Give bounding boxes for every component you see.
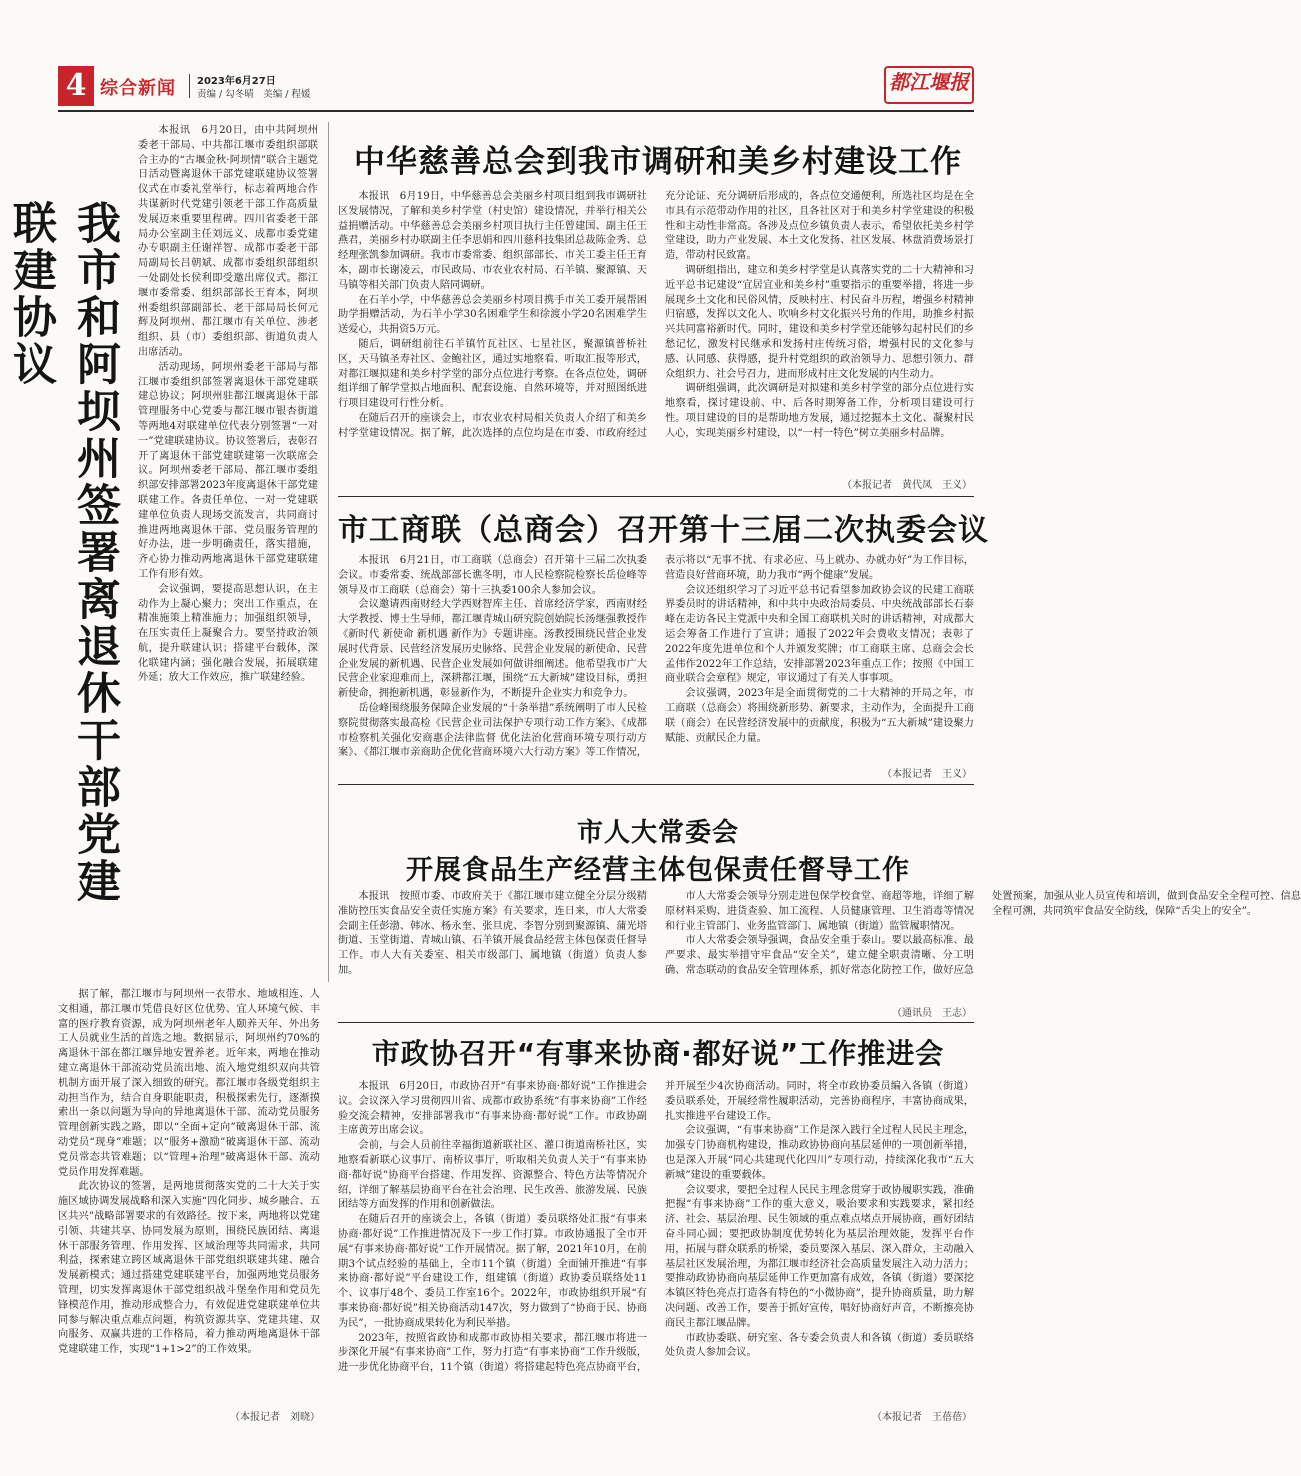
- article5-para2: 会前，与会人员前往幸福街道新联社区、灌口街道南桥社区，实地察看新联心议事厅、南桥议事厅，听取相关负责人关于“有事来协商·都好说”协商平台搭建、作用发挥、资源整合、特色方法等情况介绍，详细了解基层协商平台在社会治理、民生改善、旅游发展、民族团结等方面发挥的作用和创新做法。: [338, 1140, 647, 1211]
- page-number: 4: [65, 68, 87, 103]
- article5-para6: 会议要求，要把全过程人民民主理念贯穿于政协履职实践，准确把握“有事来协商”工作的重大意义，吸治要求和实践要求，紧扣经济、社会、基层治理、民生领域的重点难点堵点开展协商，画好团结奋斗同心圆；要把政协制度优势转化为基层治理效能，发挥平台作用，拓展与群众联系的桥梁，委员要深入基层、深入群众，主动融入基层社区发展治理，为都江堰市经济社会高质量发展注入动力活力；要推动政协协商向基层延伸工作更加富有成效，各镇（街道）要深挖本镇区特色亮点打造各有特色的“小微协商”，提升协商质量，助力解决问题、改善工作，要善于抓好宣传，唱好协商好声音，不断擦亮协商民主都江堰品牌。: [665, 1184, 974, 1329]
- article2-para1: 本报讯 6月19日，中华慈善总会美丽乡村项目组到我市调研社区发展情况，了解和美乡村学堂（村史馆）建设情况，并举行相关公益捐赠活动。中华慈善总会美丽乡村项目执行主任曾建国、副主任王燕君，美丽乡村办联副主任李思娟和四川慈科技集团总裁陈金秀、总经理张凯参加调研。我市市委常委、组织部部长、市关工委主任王育本，副市长谢凌云，市民政局、市农业农村局、石羊镇、聚源镇、天马镇等相关部门负责人陪同调研。: [338, 191, 647, 291]
- article1-body-top: [138, 124, 318, 986]
- article4-body: [338, 890, 1301, 1002]
- article4-para3: 市人大常委会领导强调，食品安全重于泰山。要以最高标准、最严要求、最实举措守牢食品“安全关”，建立健全职责清晰、分工明确、常态联动的食品安全管理体系，抓好常态化防控工作，做好应急处置预案，加强从业人员宣传和培训，做到食品安全全程可控、信息全程可溯，共同筑牢食品安全防线，保障“舌尖上的安全”。: [665, 891, 1301, 976]
- article2-rule: [338, 496, 974, 497]
- article4-headline-line2: 开展食品生产经营主体包保责任督导工作: [406, 855, 910, 886]
- editors: 责编 / 勾冬晴 美编 / 程媛: [197, 89, 311, 100]
- article1-para5: 此次协议的签署，是两地贯彻落实党的二十大关于实施区域协调发展战略和深入实施“四化同步、城乡融合、五区共兴”战略部署要求的有效路径。按下来，两地将以党建引领、共建共享、协同发展为原则，围绕民族团结、离退休干部服务管理、作用发挥、区域治理等共同需求，共同利益，探索建立跨区域离退休干部党组织联建共建、融合发展新模式；通过搭建党建联建平台，加强两地党员服务管理，切实发挥离退休干部党组织战斗堡垒作用和党员先锋模范作用，推动形成整合力，有效促进党建联建单位共同参与解决重点难点问题，构筑资源共享、党建共建、双向服务、双赢共进的工作格局，着力推动两地离退休干部党建联建工作，实现“1+1>2”的工作效果。: [58, 1181, 320, 1356]
- header-rule: [58, 110, 974, 112]
- article5-byline: （本报记者 王蓓蓓）: [872, 1412, 972, 1423]
- article2-byline: （本报记者 黄代凤 王义）: [660, 476, 972, 491]
- article1-para3: 会议强调，要提高思想认识，在主动作为上凝心聚力；突出工作重点，在精准施策上精准施力；加强组织领导，在压实责任上凝聚合力。要坚持政治领航，提升联建认识；搭建平台载体，深化联建内涵；强化融合发展，拓展联建外延；放大工作效应，推广联建经验。: [138, 583, 318, 684]
- article3-para3: 岳俭峰围绕服务保障企业发展的“十条举措”系统阐明了市人民检察院贯彻落实最高检《民营企业司法保护专项行动工作方案》、《成都市检察机关强化安商惠企法律监督 优化法治化营商环境专项行动方案》、《都江堰市亲商助企优化营商环境六大行动方案》等工作情况，表示将以“无事不扰、有求必应、马上就办、办就办好”为工作目标，营造良好营商环境，助力我市“两个健康”发展。: [338, 555, 974, 759]
- article1-byline: （本报记者 刘晓）: [230, 1412, 320, 1423]
- article2-para2: 在石羊小学，中华慈善总会美丽乡村项目携手市关工委开展帮困助学捐赠活动，为石羊小学30名困难学生和徐渡小学20名困难学生送爱心，共捐资5万元。: [338, 294, 647, 336]
- header-separator: [189, 74, 190, 98]
- article5-para4: 2023年，按照省政协和成都市政协相关要求，都江堰市将进一步深化开展“有事来协商”工作，努力打造“有事来协商”工作升级版，进一步优化协商平台，11个镇（街道）将搭建起特色亮点协商平台，并开展至少4次协商活动。同时，将全市政协委员编入各镇（街道）委员联系处，开展经常性履职活动，完善协商程序，丰富协商成果，扎实推进平台建设工作。: [338, 1081, 974, 1374]
- article2-headline: 中华慈善总会到我市调研和美乡村建设工作: [354, 144, 962, 180]
- article3-byline: （本报记者 王义）: [882, 769, 972, 780]
- section-title: 综合新闻: [100, 78, 176, 99]
- article4-para1: 本报讯 按照市委、市政府关于《都江堰市建立健全分层分级精准防控压实食品安全责任实施方案》有关要求，连日来，市人大常委会副主任彭渤、韩冰、杨永奎、张旦虎、李智分别到聚源镇、蒲光塔街道、玉堂街道、青城山镇、石羊镇开展食品经营主体包保责任督导工作。市人大有关委室、相关市级部门、属地镇（街道）负责人参加。: [338, 891, 647, 976]
- article1-headline: 我市和阿坝州签署离退休干部党建联建协议: [5, 200, 120, 905]
- article5-para1: 本报讯 6月20日，市政协召开“有事来协商·都好说”工作推进会议。会议深入学习贯彻四川省、成都市政协系统“有事来协商”工作经验交流会精神，安排部署我市“有事来协商·都好说”工作。市政协副主席黄芳出席会议。: [338, 1081, 647, 1137]
- article5-para7: 市政协委联、研究室、各专委会负责人和各镇（街道）委员联络处负责人参加会议。: [665, 1332, 974, 1359]
- article5-body: [338, 1080, 974, 1410]
- article3-para2: 会议邀请西南财经大学西财智库主任、首席经济学家，西南财经大学教授、博士生导师，都江堰青城山研究院创始院长汤继强教授作《新时代 新使命 新机遇 新作为》专题讲座。汤教授围绕民营企业发展时代背景、民营经济发展历史脉络、民营企业发展的新使命、民营企业发展的新机遇、民营企业发展如何做讲细阐述。他希望我市广大民营企业家迎难而上，深耕都江堰，围绕“五大新城”建设目标，勇担新使命，拥抱新机遇，彰显新作为，不断提升企业实力和竞争力。: [338, 599, 647, 700]
- column-divider: [328, 122, 329, 982]
- article3-rule: [338, 784, 974, 785]
- article5-headline: 市政协召开“有事来协商·都好说”工作推进会: [371, 1037, 945, 1070]
- article1-body-bottom: [58, 988, 320, 1408]
- article4-rule: [338, 1022, 974, 1023]
- article5-para5: 会议强调，“有事来协商”工作是深入践行全过程人民民主理念，加强专门协商机构建设，推动政协协商向基层延伸的一项创新举措，也是深入开展“同心共建现代化四川”专项行动，持续深化我市“五大新城”建设的重要载体。: [665, 1125, 974, 1181]
- article2-para4: 在随后召开的座谈会上，市农业农村局相关负责人介绍了和美乡村学堂建设情况。据了解，此次选择的点位均是在市委、市政府经过充分论证、充分调研后形成的，各点位交通便利，所选社区均是在全市具有示范带动作用的社区，且各社区对于和美乡村学堂建设的积极性和主动性非常高。各涉及点位乡镇负责人表示，希望依托美乡村学堂建设，助力产业发展、本土文化发扬、社区发展、林盘消费场景打造，带动村民致富。: [338, 191, 974, 439]
- article2-body: [338, 190, 974, 492]
- article3-para5: 会议强调，2023年是全面贯彻党的二十大精神的开局之年，市工商联（总商会）将围绕新形势、新要求，主动作为，全面提升工商联（商会）在民营经济发展中的贡献度，积极为“五大新城”建设聚力赋能、贡献民企力量。: [665, 688, 974, 744]
- article4-byline: （通讯员 王志）: [892, 1008, 972, 1019]
- article4-para2: 市人大常委会领导分别走进包保学校食堂、商超等地，详细了解原材料采购、进货查验、加工流程、人员健康管理、卫生消毒等情况和行业主管部门、业务监管部门、属地镇（街道）监管履职情况。: [665, 891, 974, 932]
- article4-headline-line1: 市人大常委会: [576, 818, 739, 848]
- article2-para3: 随后，调研组前往石羊镇竹瓦社区、七星社区，聚源镇普桥社区，天马镇圣寿社区、金鲍社区，通过实地察看、听取汇报等形式，对都江堰拟建和美乡村学堂的部分点位进行考察。在各点位处，调研组详细了解学堂拟占地面积、配套设施、自然环境等，并对照图纸进行项目建设可行性分析。: [338, 338, 647, 410]
- article2-para5: 调研组指出，建立和美乡村学堂是认真落实党的二十大精神和习近平总书记建设“宜居宜业和美乡村”重要指示的重要举措，将进一步展现乡土文化和民俗风情，反映村庄、村民奋斗历程，增强乡村精神归宿感，发挥以文化人、吹响乡村文化振兴号角的作用，助推乡村振兴共同富裕新时代。同时，建设和美乡村学堂还能够勾起村民们的乡愁记忆，激发村民继承和发扬村庄传统习俗，增强村民的文化参与感、认同感、获得感，提升村党组织的政治领导力、思想引领力、群众组织力、社会号召力，进而形成村庄文化发展的内生动力。: [665, 264, 974, 380]
- article1-para4: 据了解，都江堰市与阿坝州一衣带水、地域相连、人文相通，都江堰市凭借良好区位优势、宜人环境气候、丰富的医疗教育资源，成为阿坝州老年人颐养天年、外出务工人员就业生活的首选之地。数据显示，阿坝州约70%的离退休干部在都江堰异地安置养老。近年来，两地在推动建立离退休干部流动党员流出地、流入地党组织双向共管机制方面开展了深入细致的研究。都江堰市各级党组织主动担当作为，结合自身职能职责，积极探索先行，逐渐摸索出一条以问题为导向的异地离退休干部、流动党员服务管理创新实践之路，即以“全面+定向”破离退休干部、流动党员“现身”难题；以“服务+激励”破离退休干部、流动党员常态共管难题；以“管理+治理”破离退休干部、流动党员作用发挥难题。: [58, 989, 320, 1178]
- article2-para6: 调研组强调，此次调研是对拟建和美乡村学堂的部分点位进行实地察看，探讨建设前、中、后各时期筹备工作，分析项目建设可行性。项目建设的目的是帮助地方发展，通过挖掘本土文化、凝聚村民人心，实现美丽乡村建设，以“一村一特色”树立美丽乡村品牌。: [665, 383, 974, 439]
- issue-date: 2023年6月27日: [197, 76, 276, 87]
- newspaper-logo-text: 都江堰报: [889, 70, 969, 94]
- article3-headline: 市工商联（总商会）召开第十三届二次执委会议: [338, 513, 989, 548]
- article1-para1: 本报讯 6月20日，由中共阿坝州委老干部局、中共都江堰市委组织部联合主办的“古堰金秋·阿坝情”联合主题党日活动暨离退休干部党建联建协议签署仪式在市委礼堂举行，标志着两地合作共谋新时代党建引领老干部工作高质量发展迈来重要里程碑。四川省委老干部局办公室副主任刘远义、成都市委党建办专职副主任谢祥智、成都市委老干部局副局长吕朝斌、成都市委组织部组织一处副处长侯利即受邀出席仪式。都江堰市委常委、组织部部长王育本，阿坝州委组织部副部长、老干部局局长何元辉及阿坝州、都江堰市有关单位、涉老组织、县（市）委组织部、街道负责人出席活动。: [138, 125, 318, 358]
- article3-para4: 会议还组织学习了习近平总书记看望参加政协会议的民建工商联界委员时的讲话精神，和中共中央政治局委员、中央统战部部长石泰峰在走访各民主党派中央和全国工商联机关时的讲话精神，对成都大运会筹备工作进行了宣讲；通报了2022年会费收支情况；表彰了2022年度先进单位和个人并颁发奖牌；市工商联主席、总商会会长孟伟作2022年工作总结，安排部署2023年重点工作；按照《中国工商业联合会章程》规定，审议通过了有关人事事项。: [665, 584, 974, 685]
- article3-para1: 本报讯 6月21日，市工商联（总商会）召开第十三届二次执委会议。市委常委、统战部部长谯冬明，市人民检察院检察长岳俭峰等领导及市工商联（总商会）第十三执委100余人参加会议。: [338, 555, 647, 596]
- article5-para3: 在随后召开的座谈会上，各镇（街道）委员联络处汇报“有事来协商·都好说”工作推进情况及下一步工作打算。市政协通报了全市开展“有事来协商·都好说”工作开展情况。据了解，2021年10月，在前期3个试点经验的基础上，全市11个镇（街道）全面铺开推进“有事来协商·都好说”平台建设工作，组建镇（街道）政协委员联络处11个、议事厅48个、委员工作室16个。2022年，市政协组织开展“有事来协商·都好说”相关协商活动147次，努力做到了“协商于民、协商为民”，一批协商成果转化为利民举措。: [338, 1214, 647, 1329]
- article3-body: [338, 554, 974, 764]
- article1-para2: 活动现场，阿坝州委老干部局与都江堰市委组织部签署离退休干部党建联建总协议；阿坝州驻都江堰离退休干部管理服务中心党委与都江堰市银杏街道等两地4对联建单位代表分别签署“一对一”党建联建协议。协议签署后，表彰召开了离退休干部党建联建第一次联席会议。阿坝州委老干部局、都江堰市委组织部安排部署2023年度离退休干部党建联建工作。各责任单位、一对一党建联建单位负责人现场交流发言，共同商讨推进两地离退休干部、党员服务管理的好办法，进一步明确责任，落实措施，齐心协力推动两地离退休干部党建联建工作有形有效。: [138, 361, 318, 580]
